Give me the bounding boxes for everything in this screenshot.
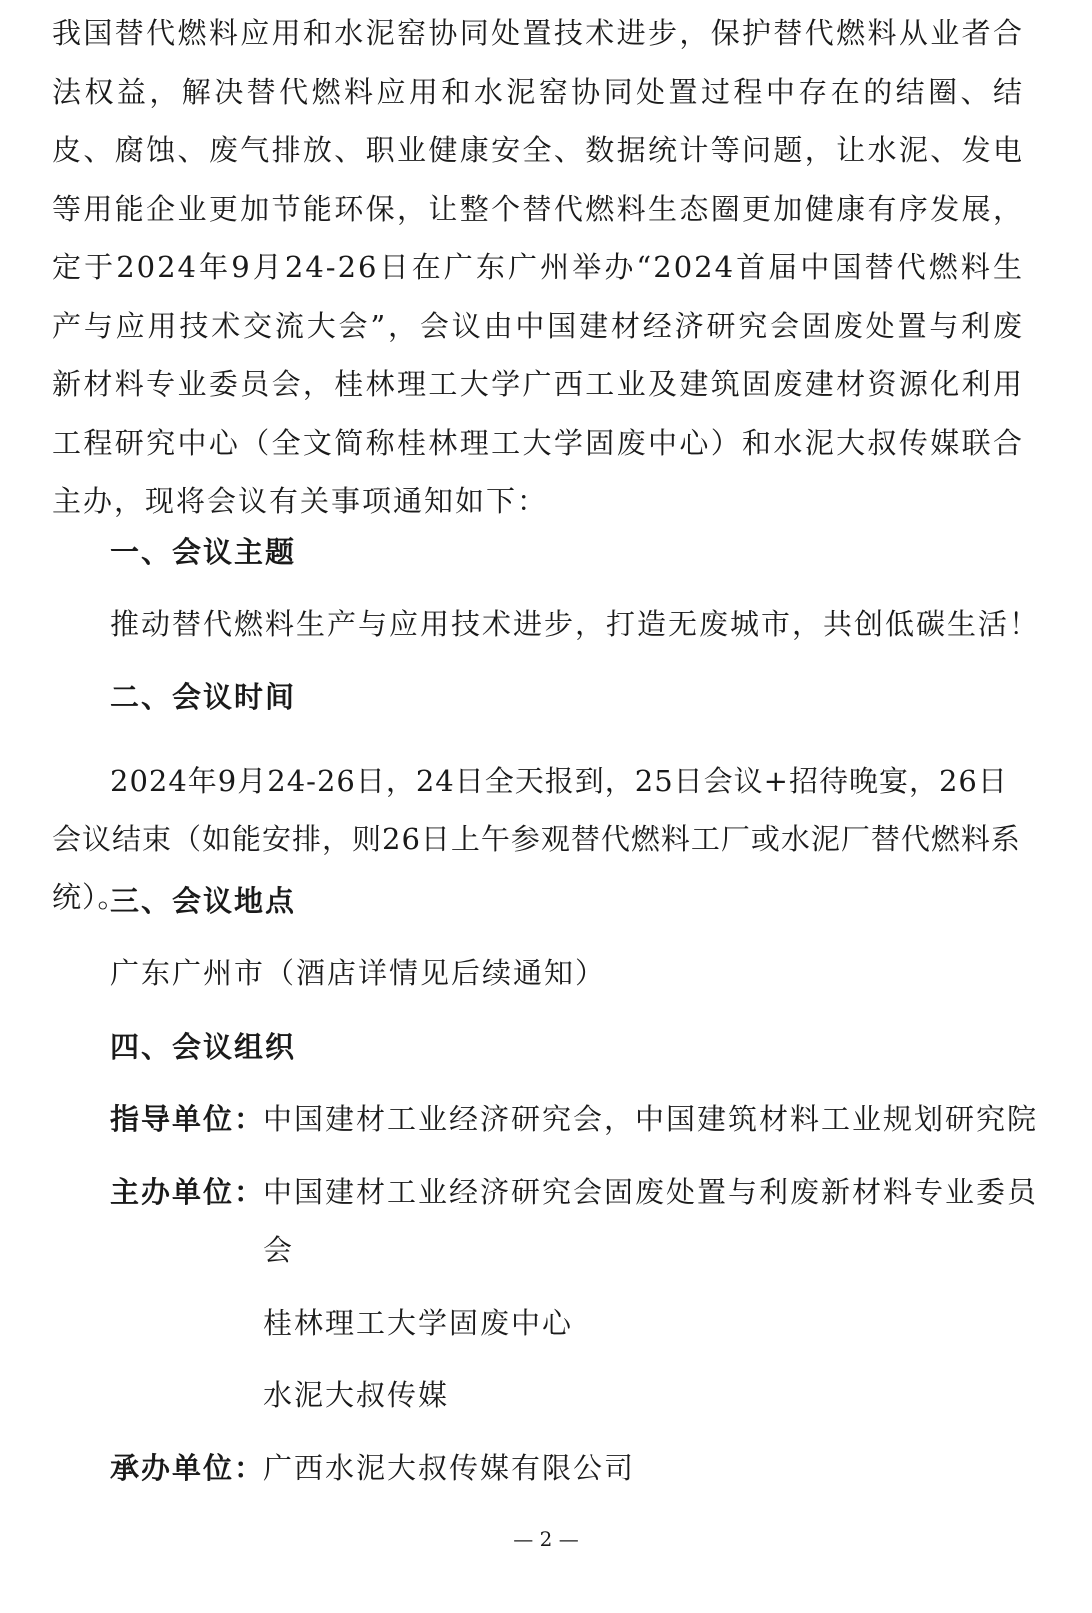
intro-paragraph: 我国替代燃料应用和水泥窑协同处置技术进步，保护替代燃料从业者合法权益，解决替代燃料应用和水泥窑协同处置过程中存在的结圈、结皮、腐蚀、废气排放、职业健康安全、数据统计等问题，让水泥、发电等用能企业更加节能环保，让整个替代燃料生态圈更加健康有序发展，定于2024年9月24-26日在广东广州举办“2024首届中国替代燃料生产与应用技术交流大会”，会议由中国建材经济研究会固废处置与利废新材料专业委员会，桂林理工大学广西工业及建筑固废建材资源化利用工程研究中心（全文简称桂林理工大学固废中心）和水泥大叔传媒联合主办，现将会议有关事项通知如下： [52,16,1024,518]
section-heading-time: 二、会议时间 [110,680,297,714]
host-unit-value-3: 水泥大叔传媒 [263,1378,450,1412]
page-number: — 2 — [513,1527,579,1551]
theme-body: 推动替代燃料生产与应用技术进步，打造无废城市，共创低碳生活！ [110,607,1041,641]
guide-unit-label: 指导单位： [110,1102,266,1136]
section-heading-organization: 四、会议组织 [110,1030,297,1064]
host-unit-value-1: 中国建材工业经济研究会固废处置与利废新材料专业委员 [263,1175,1039,1209]
location-body: 广东广州市（酒店详情见后续通知） [110,956,607,990]
time-body: 2024年9月24-26日，24日全天报到，25日会议+招待晚宴，26日会议结束（如能安排，则26日上午参观替代燃料工厂或水泥厂替代燃料系统）。 [52,764,1021,914]
host-unit-value-1-cont: 会 [263,1233,295,1267]
guide-unit-value: 中国建材工业经济研究会，中国建筑材料工业规划研究院 [263,1102,1039,1136]
host-unit-label: 主办单位： [110,1175,266,1209]
organizer-unit-label: 承办单位： [110,1451,266,1485]
organizer-unit-value: 广西水泥大叔传媒有限公司 [263,1451,636,1485]
host-unit-value-2: 桂林理工大学固废中心 [263,1306,574,1340]
section-heading-location: 三、会议地点 [110,884,297,918]
section-heading-theme: 一、会议主题 [110,535,297,569]
